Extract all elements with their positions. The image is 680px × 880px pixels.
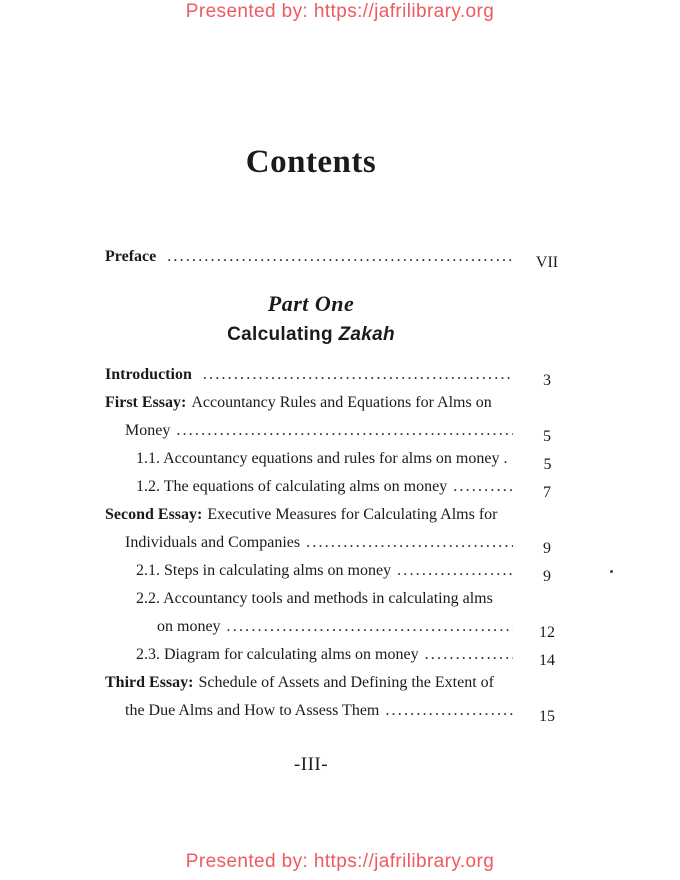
entry-label: Third Essay: bbox=[105, 674, 194, 691]
part-one-heading: Part One bbox=[267, 291, 355, 316]
entry-text: 2.1. Steps in calculating alms on money bbox=[136, 562, 392, 579]
toc-row-introduction bbox=[105, 361, 577, 389]
page-number: 7 bbox=[543, 484, 551, 501]
watermark-bottom: Presented by: https://jafrilibrary.org bbox=[185, 851, 495, 872]
page-number: 3 bbox=[543, 372, 551, 389]
page-number: 5 bbox=[543, 428, 551, 445]
preface-entry bbox=[105, 243, 577, 271]
toc-row-2-2 bbox=[105, 585, 577, 613]
watermark-top: Presented by: https://jafrilibrary.org bbox=[185, 1, 495, 22]
entry-text: 1.2. The equations of calculating alms on money bbox=[136, 478, 448, 495]
page-title: Contents bbox=[245, 144, 377, 180]
toc-row-1-2 bbox=[105, 473, 577, 501]
entry-text: 1.1. Accountancy equations and rules for alms on money . bbox=[136, 450, 508, 467]
entry-text: the Due Alms and How to Assess Them bbox=[125, 702, 380, 719]
entry-label: Preface bbox=[105, 248, 157, 265]
dot-leader bbox=[167, 243, 513, 271]
entry-text: Schedule of Assets and Defining the Extent of bbox=[198, 674, 494, 691]
dot-leader bbox=[453, 473, 513, 501]
page-number: 9 bbox=[543, 540, 551, 557]
dot-leader bbox=[397, 557, 513, 585]
toc-row-1-1 bbox=[105, 445, 577, 473]
page-number: VII bbox=[535, 254, 559, 271]
dot-leader bbox=[203, 361, 513, 389]
page-number: 15 bbox=[539, 708, 555, 725]
entry-text: 2.2. Accountancy tools and methods in calculating alms bbox=[136, 590, 493, 607]
page-number: 5 bbox=[543, 456, 552, 473]
page-number: 9 bbox=[543, 568, 551, 585]
scan-artifact-dot bbox=[610, 570, 613, 573]
entry-label: First Essay: bbox=[105, 394, 187, 411]
toc-row-2-1 bbox=[105, 557, 577, 585]
part-subtitle-text: Calculating bbox=[227, 324, 339, 345]
toc-row-second-essay-cont bbox=[105, 529, 577, 557]
toc-row-2-2-cont bbox=[105, 613, 577, 641]
entry-label: Second Essay: bbox=[105, 506, 203, 523]
toc-row-second-essay bbox=[105, 501, 577, 529]
part-subtitle-zakah: Zakah bbox=[338, 324, 395, 345]
dot-leader bbox=[176, 417, 513, 445]
toc-row-first-essay bbox=[105, 389, 577, 417]
dot-leader bbox=[425, 641, 513, 669]
toc-row-third-essay bbox=[105, 669, 577, 697]
entry-text: Executive Measures for Calculating Alms for bbox=[207, 506, 498, 523]
folio-page-number: -III- bbox=[293, 754, 329, 775]
entry-text: 2.3. Diagram for calculating alms on money bbox=[136, 646, 419, 663]
toc-list bbox=[105, 361, 577, 725]
entry-text: Money bbox=[125, 422, 171, 439]
toc-row-third-essay-cont bbox=[105, 697, 577, 725]
part-subtitle bbox=[105, 324, 517, 346]
dot-leader bbox=[385, 697, 513, 725]
entry-text: on money bbox=[157, 618, 221, 635]
page-number: 12 bbox=[539, 624, 555, 641]
entry-text: Accountancy Rules and Equations for Alms on bbox=[191, 394, 492, 411]
dot-leader bbox=[227, 613, 513, 641]
entry-text: Individuals and Companies bbox=[125, 534, 301, 551]
toc-row bbox=[105, 243, 577, 271]
toc-row-first-essay-cont bbox=[105, 417, 577, 445]
page-number: 14 bbox=[539, 652, 555, 669]
toc-row-2-3 bbox=[105, 641, 577, 669]
entry-label: Introduction bbox=[105, 366, 192, 383]
dot-leader bbox=[306, 529, 513, 557]
